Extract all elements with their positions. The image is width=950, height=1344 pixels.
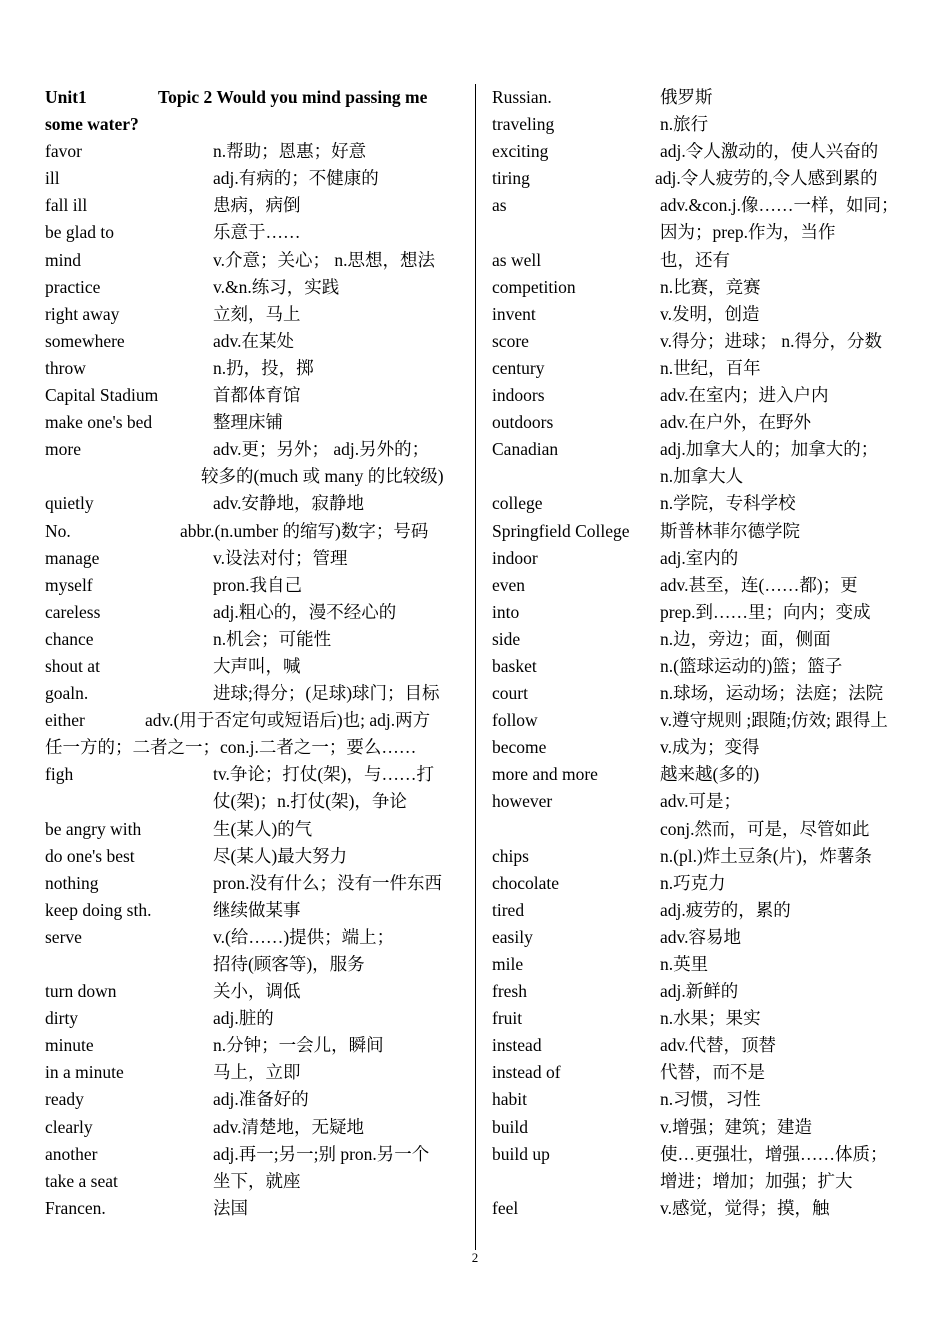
vocab-definition: 也，还有	[660, 249, 730, 270]
vocab-term: serve	[45, 926, 82, 947]
vocab-entry	[45, 572, 463, 599]
vocab-definition: 关小，调低	[213, 981, 301, 1002]
vocab-definition: adj.新鲜的	[660, 981, 739, 1002]
vocab-definition: v.发明，创造	[660, 303, 760, 324]
vocab-definition: v.设法对付；管理	[213, 547, 348, 568]
vocab-definition: v.&n.练习，实践	[213, 276, 340, 297]
vocab-entry	[492, 761, 910, 788]
vocab-definition: n.边，旁边；面，侧面	[660, 628, 831, 649]
vocab-term: do one's best	[45, 845, 135, 866]
vocab-term: Canadian	[492, 439, 559, 460]
vocab-entry	[492, 680, 910, 707]
vocab-entry	[45, 436, 463, 463]
vocab-definition: adj.准备好的	[213, 1089, 309, 1110]
vocab-definition: 增进；增加；加强；扩大	[660, 1170, 853, 1191]
vocab-entry	[45, 1086, 463, 1113]
vocab-definition: v.(给……)提供；端上；	[213, 926, 395, 947]
vocab-definition: v.得分；进球； n.得分，分数	[660, 330, 882, 351]
vocab-entry	[45, 761, 463, 788]
vocab-entry	[492, 355, 910, 382]
vocab-entry	[45, 978, 463, 1005]
vocab-entry	[492, 111, 910, 138]
vocab-entry	[45, 328, 463, 355]
vocab-entry	[492, 1141, 910, 1168]
vocab-entry	[492, 1005, 910, 1032]
vocab-definition: adv.安静地，寂静地	[213, 493, 365, 514]
vocab-term: fall ill	[45, 195, 88, 216]
left-column	[45, 84, 463, 1222]
vocab-definition: 生(某人)的气	[213, 818, 313, 839]
vocab-entry	[492, 165, 910, 192]
vocab-term: invent	[492, 303, 536, 324]
vocab-definition: 患病，病倒	[213, 195, 301, 216]
vocab-definition: adj.令人激动的，使人兴奋的	[660, 141, 879, 162]
vocab-entry	[492, 274, 910, 301]
vocab-definition: 法国	[213, 1197, 248, 1218]
vocab-definition: n.比赛，竞赛	[660, 276, 761, 297]
vocab-definition: abbr.(n.umber 的缩写)数字；号码	[180, 520, 429, 541]
vocab-term: ill	[45, 168, 60, 189]
vocab-term: follow	[492, 710, 538, 731]
vocab-entry	[492, 1086, 910, 1113]
vocab-definition: 代替，而不是	[660, 1062, 765, 1083]
vocab-definition: 坐下，就座	[213, 1170, 301, 1191]
vocab-entry	[492, 1059, 910, 1086]
vocab-definition: 继续做某事	[213, 899, 301, 920]
vocab-definition: adj.加拿大人的；加拿大的；	[660, 439, 879, 460]
vocab-definition: tv.争论；打仗(架)，与……打	[213, 764, 435, 785]
vocab-definition: n.机会；可能性	[213, 628, 332, 649]
vocab-entry	[45, 734, 463, 761]
vocab-entry	[45, 1141, 463, 1168]
vocab-definition: adj.脏的	[213, 1008, 274, 1029]
vocab-term: however	[492, 791, 553, 812]
vocab-definition: adj.室内的	[660, 547, 739, 568]
vocab-definition: 大声叫，喊	[213, 655, 301, 676]
vocab-term: competition	[492, 276, 576, 297]
vocab-entry	[492, 138, 910, 165]
vocab-entry	[492, 545, 910, 572]
vocab-definition: 俄罗斯	[660, 87, 713, 107]
vocab-term: No.	[45, 520, 71, 541]
vocab-definition: adv.(用于否定句或短语后)也; adj.两方	[145, 710, 431, 731]
vocab-definition: v.遵守规则 ;跟随;仿效; 跟得上	[660, 710, 888, 731]
vocab-entry	[45, 165, 463, 192]
vocab-term: Capital Stadium	[45, 385, 159, 406]
topic-title-continued: some water?	[45, 114, 139, 135]
vocab-definition: 较多的(much 或 many 的比较级)	[201, 466, 444, 487]
vocab-entry	[45, 409, 463, 436]
vocab-term: traveling	[492, 114, 555, 135]
vocab-term: as well	[492, 249, 542, 270]
vocab-entry	[45, 951, 463, 978]
vocab-entry	[45, 626, 463, 653]
vocab-definition: n.习惯，习性	[660, 1089, 761, 1110]
vocab-term: take a seat	[45, 1170, 118, 1191]
vocab-term: Francen.	[45, 1197, 106, 1218]
vocab-definition: v.增强；建筑；建造	[660, 1116, 812, 1137]
vocab-definition: pron.我自己	[213, 574, 302, 595]
vocab-definition: 进球;得分；(足球)球门；目标	[213, 683, 440, 704]
vocab-definition: 首都体育馆	[213, 385, 301, 406]
vocab-entry	[492, 463, 910, 490]
vocab-term: clearly	[45, 1116, 93, 1137]
vocab-definition: 使…更强壮，增强……体质；	[660, 1143, 888, 1164]
vocab-term: manage	[45, 547, 100, 568]
vocab-definition: v.感觉，觉得；摸，触	[660, 1197, 830, 1218]
vocab-term: mind	[45, 249, 81, 270]
vocab-term: fresh	[492, 981, 527, 1002]
vocab-entry	[45, 382, 463, 409]
vocab-entry	[492, 951, 910, 978]
vocab-entry	[492, 653, 910, 680]
vocab-entry	[492, 409, 910, 436]
unit-heading-continued	[45, 111, 463, 138]
vocab-entry	[45, 274, 463, 301]
vocab-definition: prep.到……里；向内；变成	[660, 601, 871, 622]
vocab-term: keep doing sth.	[45, 899, 152, 920]
vocab-entry	[45, 788, 463, 815]
vocab-entry	[45, 518, 463, 545]
vocab-term: in a minute	[45, 1062, 124, 1083]
vocab-definition: adv.更；另外； adj.另外的；	[213, 439, 430, 460]
vocab-definition: 斯普林菲尔德学院	[660, 520, 800, 541]
vocab-entry	[45, 599, 463, 626]
vocab-term: be angry with	[45, 818, 142, 839]
vocab-definition: 招待(顾客等)，服务	[213, 954, 365, 974]
vocab-entry	[45, 301, 463, 328]
vocab-definition: 因为；prep.作为，当作	[660, 222, 836, 243]
vocab-term: exciting	[492, 141, 549, 162]
vocab-term: feel	[492, 1197, 519, 1218]
vocab-term: habit	[492, 1089, 527, 1110]
vocab-term: figh	[45, 764, 74, 785]
vocab-entry	[492, 599, 910, 626]
vocab-entry	[45, 138, 463, 165]
column-divider	[475, 84, 476, 1250]
vocab-definition: pron.没有什么；没有一件东西	[213, 872, 442, 893]
vocab-term: chocolate	[492, 872, 560, 893]
vocab-definition: 仗(架)；n.打仗(架)，争论	[213, 791, 407, 812]
vocab-term: indoors	[492, 385, 545, 406]
vocab-term: Springfield College	[492, 520, 630, 541]
vocab-entry	[492, 897, 910, 924]
vocab-term: be glad to	[45, 222, 115, 243]
vocab-term: become	[492, 737, 547, 758]
vocab-entry	[492, 247, 910, 274]
vocab-entry	[492, 924, 910, 951]
vocab-definition: adv.甚至，连(……都)；更	[660, 574, 858, 595]
vocab-definition: adv.可是；	[660, 791, 742, 812]
vocab-term: mile	[492, 954, 524, 974]
vocab-entry	[492, 816, 910, 843]
vocab-definition: adj.粗心的，漫不经心的	[213, 601, 397, 622]
vocab-definition: n.水果；果实	[660, 1008, 761, 1029]
vocab-term: build	[492, 1116, 528, 1137]
vocab-entry	[45, 843, 463, 870]
vocab-entry	[492, 707, 910, 734]
vocab-term: more	[45, 439, 81, 460]
vocab-term: shout at	[45, 655, 100, 676]
vocab-term: careless	[45, 601, 101, 622]
vocab-term: myself	[45, 574, 93, 595]
vocab-entry	[492, 328, 910, 355]
topic-title: Topic 2 Would you mind passing me	[158, 87, 428, 107]
vocab-definition: n.帮助；恩惠；好意	[213, 141, 367, 162]
vocab-term: into	[492, 601, 520, 622]
vocab-entry	[492, 1114, 910, 1141]
vocab-entry	[45, 219, 463, 246]
vocab-term: 任一方的；二者之一；con.j.二者之一；要么……	[45, 737, 417, 758]
vocab-definition: adj.有病的；不健康的	[213, 168, 379, 189]
vocab-entry	[492, 490, 910, 517]
vocab-entry	[45, 192, 463, 219]
vocab-definition: adv.代替，顶替	[660, 1035, 777, 1056]
vocab-entry	[45, 1168, 463, 1195]
vocab-entry	[492, 626, 910, 653]
vocab-entry	[45, 897, 463, 924]
vocab-definition: adv.容易地	[660, 926, 742, 947]
vocab-entry	[45, 870, 463, 897]
vocab-entry	[45, 924, 463, 951]
vocab-term: as	[492, 195, 507, 216]
vocab-term: ready	[45, 1089, 84, 1110]
vocab-entry	[45, 1032, 463, 1059]
vocab-definition: n.(篮球运动的)篮；篮子	[660, 655, 843, 676]
vocab-entry	[45, 1114, 463, 1141]
unit-heading	[45, 84, 463, 111]
vocab-term: chips	[492, 845, 529, 866]
vocab-term: nothing	[45, 872, 99, 893]
vocab-term: fruit	[492, 1008, 523, 1029]
vocab-entry	[492, 1195, 910, 1222]
vocab-definition: adj.再一;另一;别 pron.另一个	[213, 1143, 430, 1164]
vocab-term: Russian.	[492, 87, 552, 107]
vocab-term: tiring	[492, 168, 530, 189]
vocab-term: favor	[45, 141, 82, 162]
vocab-definition: n.(pl.)炸土豆条(片)，炸薯条	[660, 845, 872, 866]
vocab-definition: adv.在某处	[213, 330, 295, 351]
vocab-term: either	[45, 710, 85, 731]
vocab-entry	[492, 1168, 910, 1195]
page-number: 2	[471, 1250, 479, 1265]
vocab-entry	[45, 463, 463, 490]
vocab-definition: v.成为；变得	[660, 737, 760, 758]
vocab-definition: n.英里	[660, 954, 709, 974]
right-column	[492, 84, 910, 1222]
vocab-definition: 马上，立即	[213, 1062, 301, 1083]
vocab-term: instead	[492, 1035, 542, 1056]
vocab-definition: 整理床铺	[213, 412, 283, 433]
vocab-entry	[45, 653, 463, 680]
vocab-entry	[492, 382, 910, 409]
vocab-term: easily	[492, 926, 533, 947]
vocab-entry	[45, 355, 463, 382]
vocab-term: chance	[45, 628, 94, 649]
vocab-definition: n.球场，运动场；法庭；法院	[660, 683, 884, 704]
vocab-term: basket	[492, 655, 537, 676]
vocab-term: college	[492, 493, 543, 514]
vocab-entry	[492, 572, 910, 599]
vocab-definition: conj.然而，可是，尽管如此	[660, 818, 870, 839]
vocab-term: quietly	[45, 493, 94, 514]
vocab-term: instead of	[492, 1062, 561, 1083]
vocab-definition: 越来越(多的)	[660, 764, 760, 785]
vocab-term: somewhere	[45, 330, 125, 351]
vocab-entry	[45, 1005, 463, 1032]
vocab-entry	[492, 84, 910, 111]
vocab-definition: adv.在室内；进入户内	[660, 385, 829, 406]
vocab-entry	[492, 301, 910, 328]
vocab-entry	[492, 734, 910, 761]
vocab-entry	[492, 192, 910, 219]
vocab-definition: 乐意于……	[213, 222, 301, 243]
vocab-term: turn down	[45, 981, 117, 1002]
vocab-definition: n.旅行	[660, 114, 709, 135]
vocab-entry	[492, 843, 910, 870]
vocab-definition: n.加拿大人	[660, 466, 744, 487]
vocab-entry	[45, 1059, 463, 1086]
vocab-entry	[45, 816, 463, 843]
vocab-definition: adv.清楚地，无疑地	[213, 1116, 365, 1137]
vocab-term: another	[45, 1143, 98, 1164]
vocab-definition: n.扔，投，掷	[213, 357, 314, 378]
vocab-definition: n.巧克力	[660, 872, 726, 893]
vocab-definition: adv.&con.j.像……一样，如同；	[660, 195, 899, 216]
vocab-term: indoor	[492, 547, 538, 568]
vocab-definition: v.介意；关心； n.思想，想法	[213, 249, 435, 270]
vocab-term: court	[492, 683, 528, 704]
vocab-term: side	[492, 628, 521, 649]
vocab-entry	[492, 870, 910, 897]
vocab-term: throw	[45, 357, 86, 378]
unit-label: Unit1	[45, 87, 87, 107]
vocab-definition: adj.疲劳的，累的	[660, 899, 791, 920]
vocab-term: make one's bed	[45, 412, 153, 433]
vocab-entry	[492, 219, 910, 246]
vocab-term: build up	[492, 1143, 550, 1164]
vocab-entry	[45, 707, 463, 734]
vocab-entry	[492, 1032, 910, 1059]
vocab-entry	[492, 436, 910, 463]
vocab-term: practice	[45, 276, 101, 297]
vocab-entry	[492, 518, 910, 545]
vocab-term: tired	[492, 899, 525, 920]
vocab-definition: 尽(某人)最大努力	[213, 845, 348, 866]
vocab-term: more and more	[492, 764, 598, 785]
vocab-term: minute	[45, 1035, 94, 1056]
vocab-entry	[45, 490, 463, 517]
vocab-entry	[45, 545, 463, 572]
vocab-term: goaln.	[45, 683, 89, 704]
vocab-entry	[492, 788, 910, 815]
vocab-term: dirty	[45, 1008, 79, 1029]
vocab-entry	[45, 1195, 463, 1222]
vocab-definition: 立刻，马上	[213, 303, 301, 324]
vocab-definition: n.世纪，百年	[660, 357, 761, 378]
vocab-term: outdoors	[492, 412, 554, 433]
vocab-definition: n.学院，专科学校	[660, 493, 796, 514]
vocab-entry	[45, 680, 463, 707]
vocab-entry	[45, 247, 463, 274]
vocab-definition: n.分钟；一会儿，瞬间	[213, 1035, 384, 1056]
vocab-term: right away	[45, 303, 120, 324]
vocab-definition: adv.在户外，在野外	[660, 412, 812, 433]
vocab-term: even	[492, 574, 526, 595]
vocab-definition: adj.令人疲劳的,令人感到累的	[655, 168, 878, 189]
vocab-term: century	[492, 357, 545, 378]
vocab-term: score	[492, 330, 529, 351]
vocab-entry	[492, 978, 910, 1005]
